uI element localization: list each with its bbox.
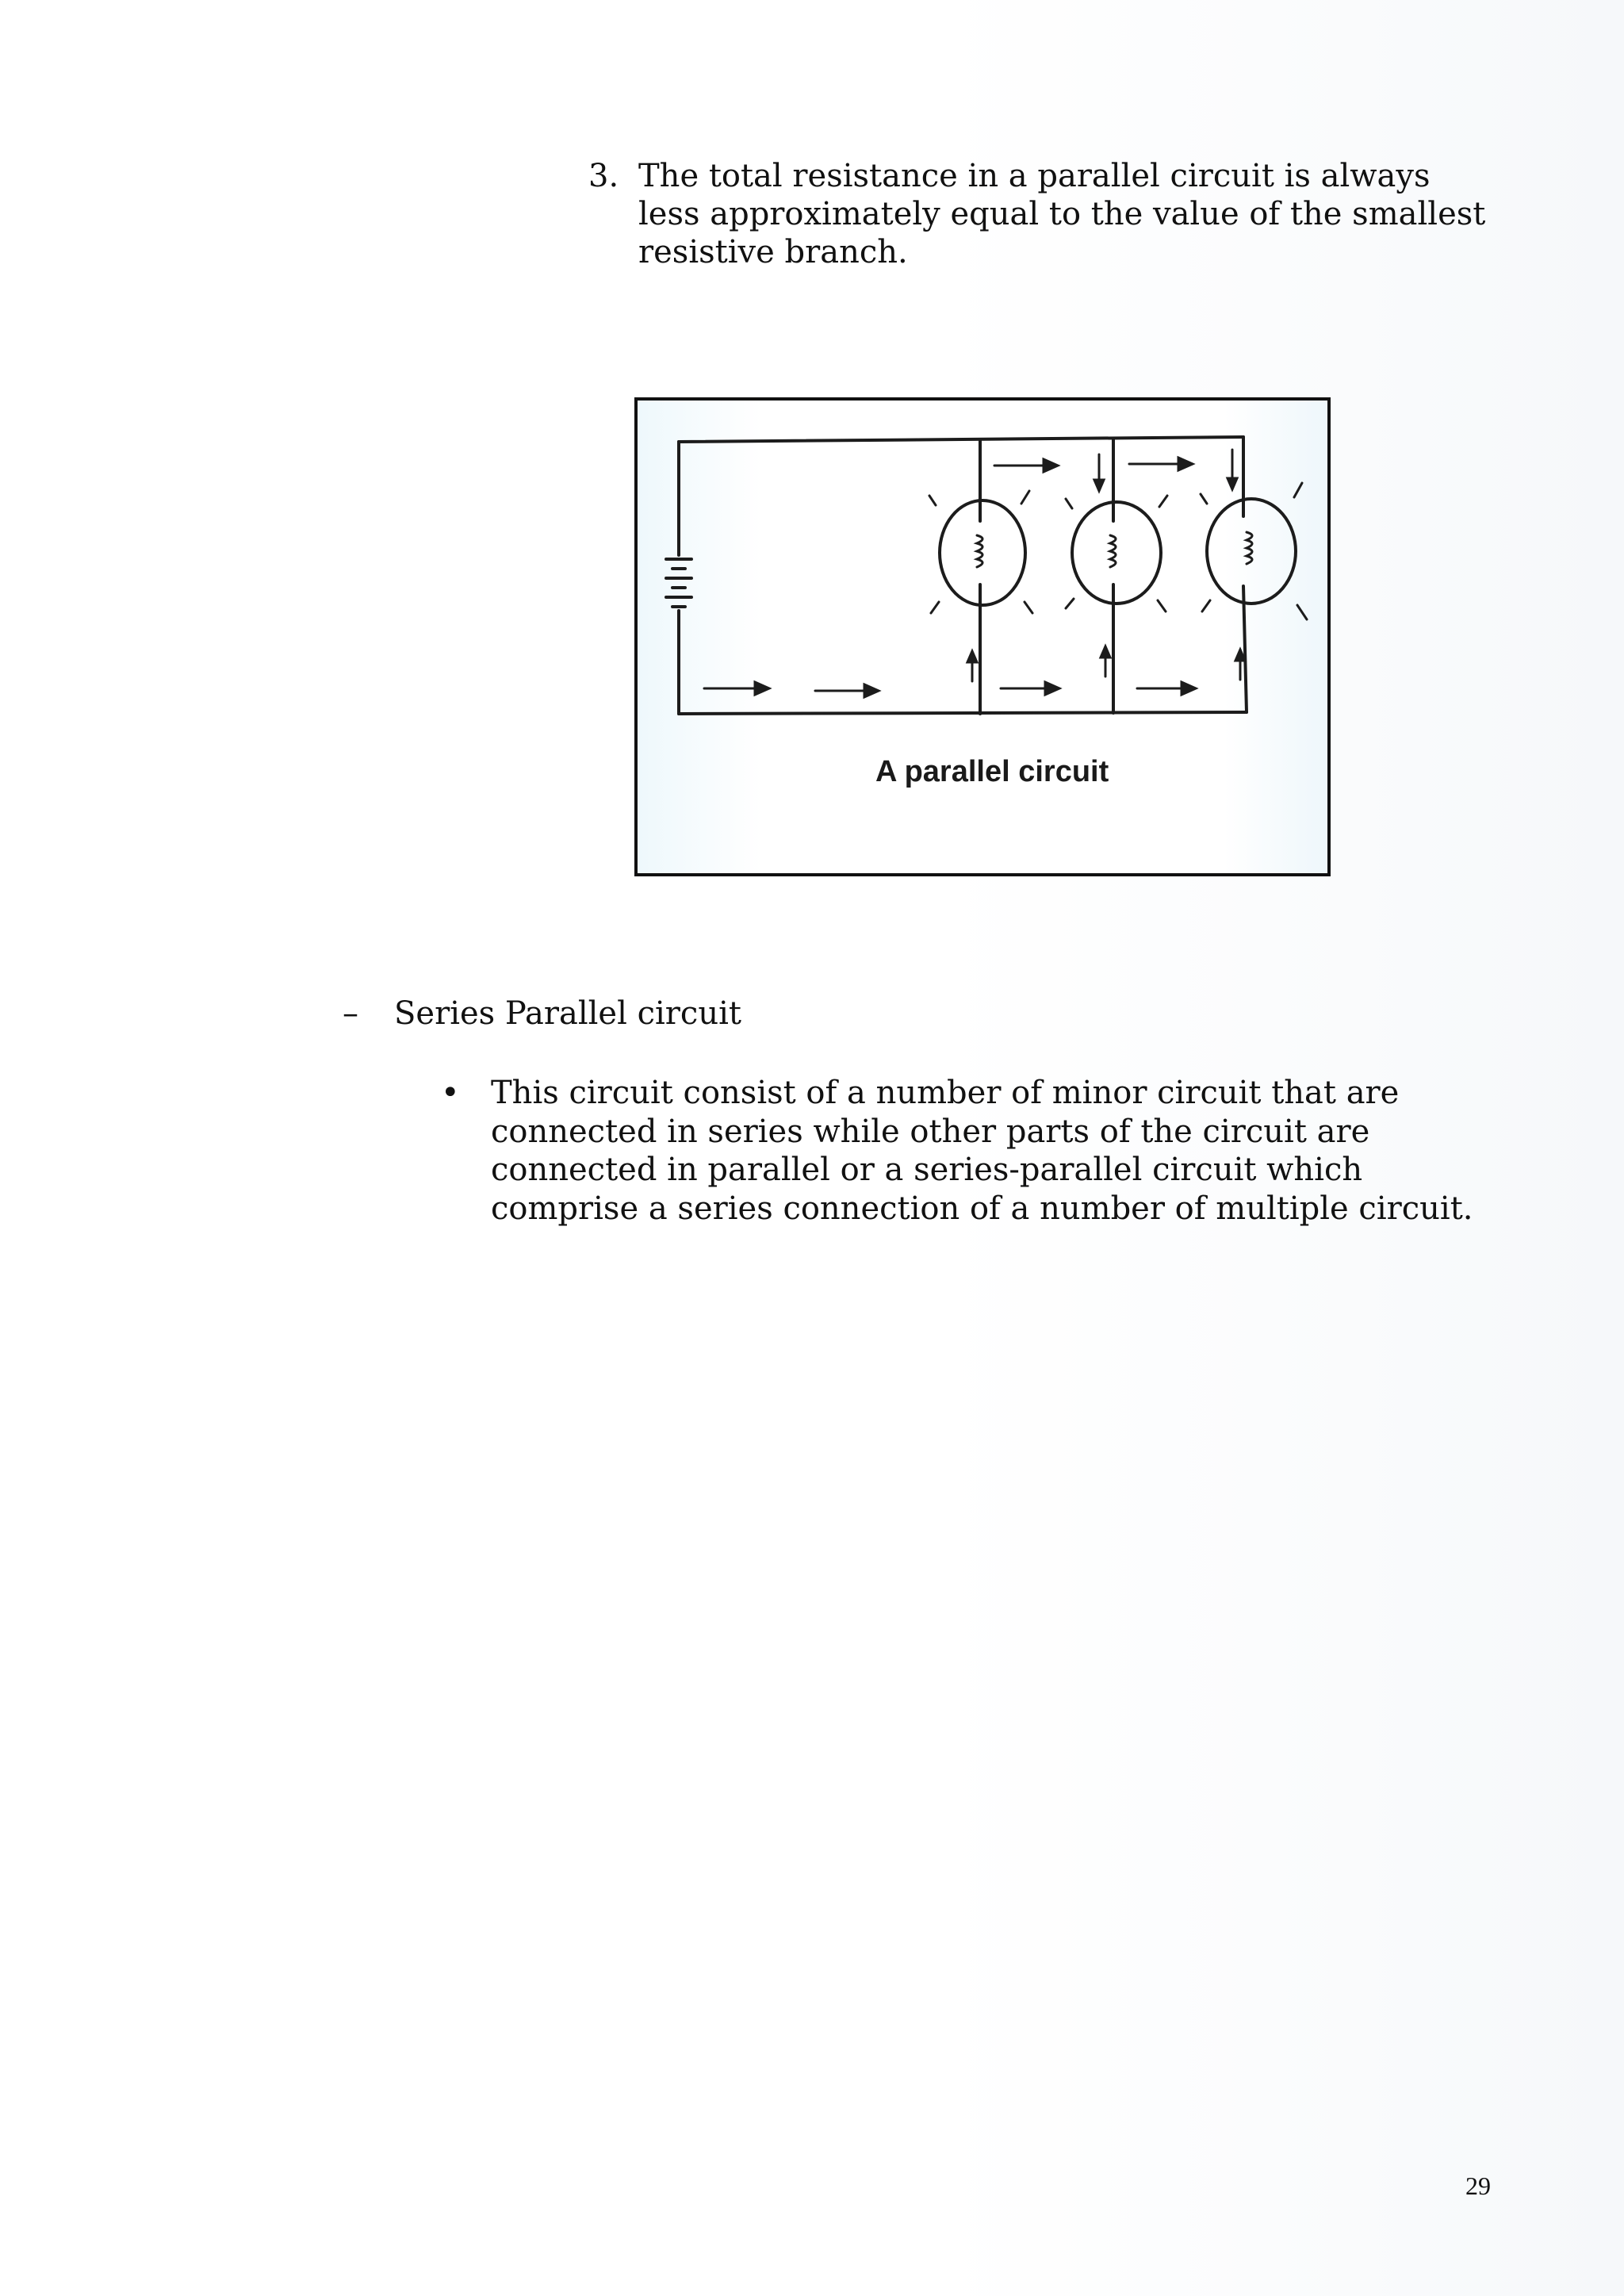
section-heading-text: Series Parallel circuit [394,995,741,1032]
battery-icon [666,559,691,607]
text-line: This circuit consist of a number of minor circuit that are [491,1075,1400,1111]
page-number: 29 [1465,2171,1491,2200]
bullet-marker: • [441,1075,460,1111]
parallel-circuit-diagram [638,401,1327,873]
text-line: comprise a series connection of a number of multiple circuit. [491,1190,1473,1227]
figure-caption: A parallel circuit [875,755,1109,788]
dash-marker: – [343,995,358,1032]
arrow-icon [967,450,1245,681]
wire-bottom [679,712,1247,714]
lamp-icon [1066,496,1167,611]
text-line: less approximately equal to the value of the smallest [638,196,1486,232]
numbered-point-text [638,157,1526,271]
wire-branch-3-bottom [1243,586,1247,712]
text-line: connected in series while other parts of the circuit are [491,1113,1370,1150]
arrow-icon [704,458,1196,697]
text-line: connected in parallel or a series-parallel circuit which [491,1152,1363,1188]
parallel-circuit-figure [634,397,1331,876]
text-line: The total resistance in a parallel circuit is always [638,158,1431,194]
list-number: 3. [588,158,619,194]
wire-top [679,437,1243,442]
bullet-point-text [491,1074,1522,1228]
lamp-icon [1201,483,1307,619]
text-line: resistive branch. [638,234,908,270]
